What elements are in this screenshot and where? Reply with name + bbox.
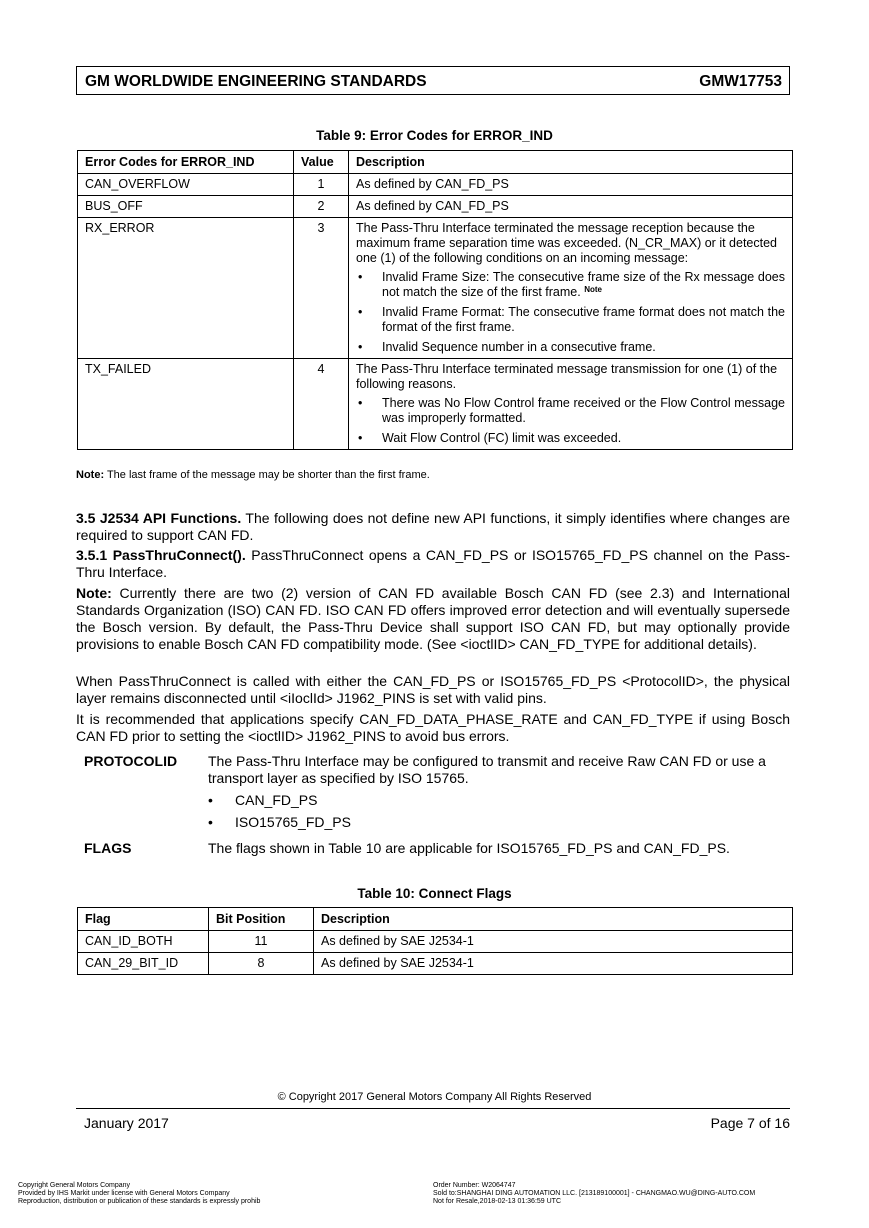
protocolid-term: PROTOCOLID xyxy=(84,753,178,769)
error-description: As defined by CAN_FD_PS xyxy=(349,196,793,218)
list-item xyxy=(356,270,785,300)
error-value: 3 xyxy=(294,218,349,359)
section-text: The following does not define new API functions, it simply identifies where changes are required to support CAN FD. xyxy=(76,510,790,543)
table9-note xyxy=(76,469,430,481)
list-item xyxy=(356,305,785,335)
bit-position: 8 xyxy=(209,953,314,975)
section-text: PassThruConnect opens a CAN_FD_PS or ISO15765_FD_PS channel on the Pass-Thru Interface. xyxy=(76,547,790,580)
protocol-option: ISO15765_FD_PS xyxy=(235,814,351,830)
table-row xyxy=(78,174,793,196)
table-row xyxy=(78,359,793,450)
bit-position: 11 xyxy=(209,931,314,953)
bullet-icon: • xyxy=(208,814,213,830)
license-line: Reproduction, distribution or publication of these standards is expressly prohib xyxy=(18,1198,261,1205)
license-right xyxy=(433,1182,755,1206)
license-line: Order Number: W2064747 xyxy=(433,1182,516,1189)
section-heading: 3.5.1 PassThruConnect(). xyxy=(76,547,246,563)
page-header xyxy=(76,66,790,95)
flag-description: As defined by SAE J2534-1 xyxy=(314,931,793,953)
flag-name: CAN_ID_BOTH xyxy=(78,931,209,953)
connect-paragraph: When PassThruConnect is called with either the CAN_FD_PS or ISO15765_FD_PS <ProtocolID>, the physical layer remains disconnected until <iIoclId> J1962_PINS is set with valid pins. xyxy=(76,673,790,706)
footer-date: January 2017 xyxy=(84,1115,169,1131)
list-item-text: Invalid Sequence number in a consecutive frame. xyxy=(382,340,656,354)
error-code: CAN_OVERFLOW xyxy=(78,174,294,196)
section-3-5 xyxy=(76,510,790,544)
table-row xyxy=(78,196,793,218)
recommend-paragraph: It is recommended that applications specify CAN_FD_DATA_PHASE_RATE and CAN_FD_TYPE if using Bosch CAN FD prior to setting the <ioctlID> J1962_PINS to avoid bus errors. xyxy=(76,711,790,744)
note-label: Note: xyxy=(76,469,105,481)
flags-term: FLAGS xyxy=(84,840,132,856)
note-reference: Note xyxy=(584,285,602,294)
error-value: 4 xyxy=(294,359,349,450)
protocol-option: CAN_FD_PS xyxy=(235,792,318,808)
note-label: Note: xyxy=(76,585,112,601)
copyright-notice: © Copyright 2017 General Motors Company All Rights Reserved xyxy=(277,1091,592,1103)
bullet-icon: • xyxy=(358,396,363,410)
bullet-list xyxy=(356,270,785,355)
flag-name: CAN_29_BIT_ID xyxy=(78,953,209,975)
footer-divider xyxy=(76,1108,790,1109)
list-item xyxy=(356,396,785,426)
list-item-text: There was No Flow Control frame received or the Flow Control message was improperly formatted. xyxy=(382,396,785,425)
list-item xyxy=(356,431,785,446)
column-header: Flag xyxy=(78,908,209,931)
column-header: Error Codes for ERROR_IND xyxy=(78,151,294,174)
list-item-text: Invalid Frame Format: The consecutive frame format does not match the format of the first frame. xyxy=(382,305,785,334)
license-line: Not for Resale,2018-02-13 01:36:59 UTC xyxy=(433,1198,562,1205)
list-item xyxy=(356,340,785,355)
error-value: 1 xyxy=(294,174,349,196)
list-item-text: Invalid Frame Size: The consecutive frame size of the Rx message does not match the size of the first frame. xyxy=(382,270,785,299)
section-3-5-1 xyxy=(76,547,790,581)
description-text: The Pass-Thru Interface terminated message transmission for one (1) of the following reasons. xyxy=(356,362,778,391)
table-row xyxy=(78,931,793,953)
error-value: 2 xyxy=(294,196,349,218)
license-line: Provided by IHS Markit under license with General Motors Company xyxy=(18,1190,230,1197)
table-header-row xyxy=(78,151,793,174)
error-description xyxy=(349,359,793,450)
table-row xyxy=(78,218,793,359)
license-left xyxy=(18,1182,260,1206)
error-description xyxy=(349,218,793,359)
page-number: Page 7 of 16 xyxy=(710,1115,790,1131)
list-item-text: Wait Flow Control (FC) limit was exceeded. xyxy=(382,431,622,445)
bullet-list xyxy=(356,396,785,446)
description-text: The Pass-Thru Interface terminated the message reception because the maximum frame separation time was exceeded. (N_CR_MAX) or it detected one (1) of the following conditions on an incoming message: xyxy=(356,221,777,265)
error-description: As defined by CAN_FD_PS xyxy=(349,174,793,196)
bullet-icon: • xyxy=(358,270,363,284)
error-code: BUS_OFF xyxy=(78,196,294,218)
table9 xyxy=(77,150,793,450)
bullet-icon: • xyxy=(208,792,213,808)
flags-definition: The flags shown in Table 10 are applicable for ISO15765_FD_PS and CAN_FD_PS. xyxy=(208,840,730,856)
table10 xyxy=(77,907,793,975)
error-code: RX_ERROR xyxy=(78,218,294,359)
table-row xyxy=(78,953,793,975)
header-title: GM WORLDWIDE ENGINEERING STANDARDS xyxy=(85,73,427,90)
bullet-icon: • xyxy=(358,305,363,319)
document-number: GMW17753 xyxy=(699,73,782,90)
license-line: Sold to:SHANGHAI DING AUTOMATION LLC. [213189100001] - CHANGMAO.WU@DING-AUTO.COM xyxy=(433,1190,756,1197)
table10-caption: Table 10: Connect Flags xyxy=(357,886,512,901)
bullet-icon: • xyxy=(358,431,363,445)
table9-caption: Table 9: Error Codes for ERROR_IND xyxy=(316,128,553,143)
error-code: TX_FAILED xyxy=(78,359,294,450)
note-text: The last frame of the message may be shorter than the first frame. xyxy=(104,469,430,481)
license-line: Copyright General Motors Company xyxy=(18,1182,131,1189)
column-header: Description xyxy=(349,151,793,174)
column-header: Description xyxy=(314,908,793,931)
column-header: Bit Position xyxy=(209,908,314,931)
flag-description: As defined by SAE J2534-1 xyxy=(314,953,793,975)
note-text: Currently there are two (2) version of CAN FD available Bosch CAN FD (see 2.3) and International Standards Organization (ISO) CAN FD. ISO CAN FD offers improved error detection and will eventually supersede the Bosch version. By default, the Pass-Thru Device shall support ISO CAN FD, but may optionally provide provisions to enable Bosch CAN FD compatibility mode. (See <ioctlID> CAN_FD_TYPE for additional details). xyxy=(76,585,790,652)
bullet-icon: • xyxy=(358,340,363,354)
note-paragraph xyxy=(76,585,790,653)
table-header-row xyxy=(78,908,793,931)
protocolid-definition: The Pass-Thru Interface may be configured to transmit and receive Raw CAN FD or use a transport layer as specified by ISO 15765. xyxy=(208,753,766,786)
section-heading: 3.5 J2534 API Functions. xyxy=(76,510,242,526)
column-header: Value xyxy=(294,151,349,174)
